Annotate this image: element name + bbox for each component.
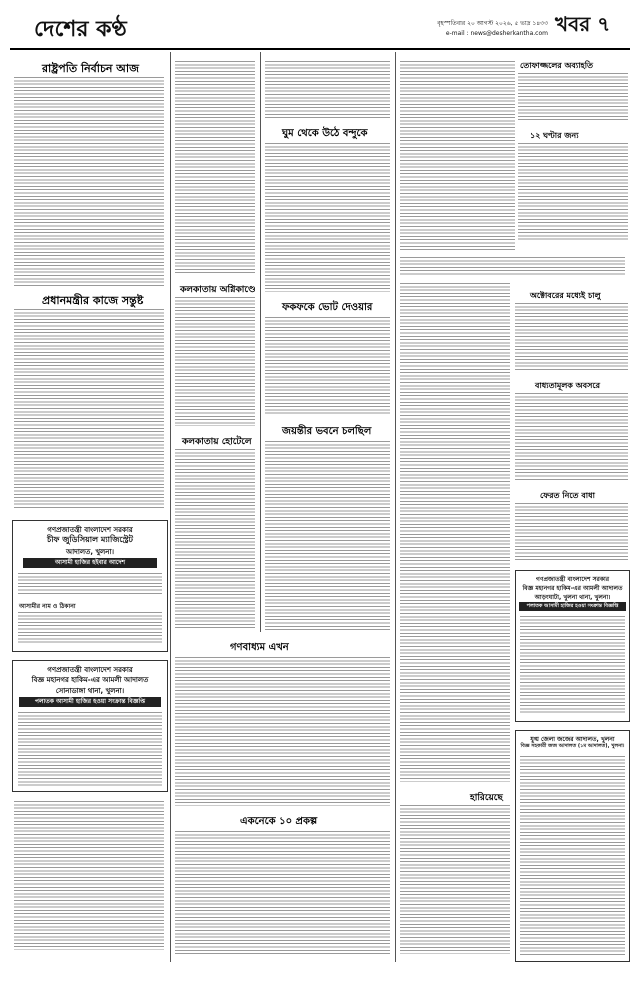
article-text [518,72,628,122]
court-notice [515,570,630,722]
headline: ঘুম থেকে উঠে বন্দুকে [282,128,368,139]
headline: রাষ্ট্রপতি নির্বাচন আজ [42,62,139,75]
article-text [14,800,164,950]
headline: হারিয়েছে [470,793,503,803]
notice-bar: পলাতক আসামী হাজির হওয়া সংক্রান্ত বিজ্ঞপ্তি [519,602,626,611]
headline: অক্টোবরের মধ্যেই চালু [530,290,601,300]
headline: বাধ্যতামূলক অবসরে [535,380,600,390]
notice-text [18,572,162,596]
notice-bar: আসামী হাজির হইবার আদেশ [23,558,157,568]
article-text [14,76,164,286]
column-rule [260,52,261,632]
article-text [14,308,164,508]
notice-table-head: আসামীর নাম ও ঠিকানা [19,603,76,610]
court-notice [12,660,168,792]
column-rule [395,52,396,962]
headline: একনেকে ১০ প্রকল্প [240,816,318,827]
headline: গণবাধ্যম এখন [230,642,289,653]
newspaper-logo: দেশের কণ্ঠ [34,16,127,42]
headline: কলকাতায় অগ্নিকাণ্ডে [180,285,256,295]
section-name: খবর ৭ [555,12,611,36]
column-rule [170,52,171,962]
article-text [265,316,390,416]
headline: ফকফকে ভোট দেওয়ার [282,302,373,313]
notice-table [18,611,162,645]
notice-place: সোনাডাঙ্গা থানা, খুলনা। [55,687,125,695]
article-text [265,142,390,292]
court-notice [12,520,168,652]
notice-place: আড়ংঘাটা, খুলনা থানা, খুলনা। [534,594,611,601]
notice-govt: গণপ্রজাতন্ত্রী বাংলাদেশ সরকার [47,526,133,534]
notice-office: বিজ্ঞ মহানগর হাকিম-এর আমলী আদালত [522,585,623,592]
article-text [515,302,628,372]
notice-text [520,615,625,715]
headline: তোফাজ্জলের অব্যাহতি [520,60,594,70]
article-text [175,830,390,955]
article-text [265,60,390,120]
headline: কলকাতায় হোটেলে [182,437,252,447]
article-text [400,256,625,276]
article-text [515,392,628,482]
article-text [175,296,255,426]
article-text [400,60,515,250]
masthead [10,8,630,50]
article-text [400,282,510,782]
notice-office: বিজ্ঞ মহানগর হাকিম-এর আমলী আদালত [31,676,149,684]
court-notice [515,730,630,962]
article-text [400,804,510,954]
headline: ফেরত নিতে বাধা [540,490,595,500]
notice-text [520,755,625,955]
notice-bar: পলাতক আসামী হাজির হওয়া সংক্রান্ত বিজ্ঞপ্তি [19,697,161,707]
notice-govt: গণপ্রজাতন্ত্রী বাংলাদেশ সরকার [535,576,610,583]
article-text [175,60,255,275]
notice-place: আদালত, খুলনা। [66,548,114,556]
notice-text [18,711,162,787]
notice-place: বিজ্ঞ সহকারী জজ আদালত (১ম আদালত), খুলনা। [520,743,625,749]
headline: প্রধানমন্ত্রীর কাজে সন্তুষ্ট [42,294,144,307]
dateline: বৃহস্পতিবার ২০ আগস্ট ২০২৬, ৫ ভাদ্র ১৪৩৩ [437,20,548,27]
headline: ১২ ঘণ্টার জন্য [530,130,579,140]
notice-office: যুগ্ম জেলা জজের আদালত, খুলনা [530,736,615,743]
article-text [265,440,390,630]
article-text [175,656,390,806]
article-text [515,502,628,562]
headline: জয়ন্তীর ভবনে চলছিল [282,426,372,437]
notice-office: চীফ জুডিসিয়াল ম্যাজিস্ট্রেট [46,535,134,544]
article-text [175,448,255,628]
notice-govt: গণপ্রজাতন্ত্রী বাংলাদেশ সরকার [47,666,133,674]
email-address: e-mail : news@desherkantha.com [445,30,548,37]
article-text [518,142,628,242]
